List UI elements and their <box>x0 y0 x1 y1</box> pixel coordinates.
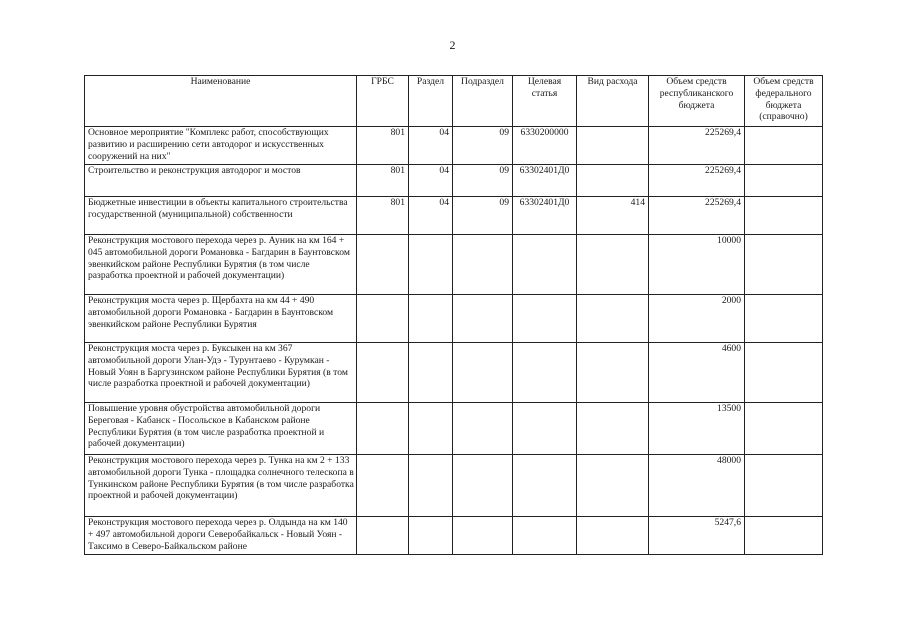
row-vid <box>577 343 649 403</box>
row-grbs <box>357 517 409 555</box>
row-name: Реконструкция моста через р. Щербахта на км 44 + 490 автомобильной дороги Романовка - Багдарин в Баунтовском эвенкийском районе Республики Бурятия <box>85 295 357 343</box>
page-number: 2 <box>449 38 456 52</box>
row-podrazdel <box>453 235 513 295</box>
table-row <box>85 455 823 517</box>
header-name: Наименование <box>85 76 357 127</box>
table-row <box>85 343 823 403</box>
row-vid <box>577 295 649 343</box>
row-fed <box>745 403 823 455</box>
row-statya <box>513 235 577 295</box>
row-fed <box>745 343 823 403</box>
row-podrazdel: 09 <box>453 165 513 197</box>
row-podrazdel: 09 <box>453 197 513 235</box>
row-podrazdel <box>453 295 513 343</box>
row-name: Реконструкция мостового перехода через р. Олдында на км 140 + 497 автомобильной дороги Северобайкальск - Новый Уоян - Таксимо в Северо-Байкальском районе <box>85 517 357 555</box>
header-podrazdel: Подраздел <box>453 76 513 127</box>
table-row <box>85 517 823 555</box>
row-name: Повышение уровня обустройства автомобильной дороги Береговая - Кабанск - Посольское в Кабанском районе Республики Бурятия (в том числе разработка проектной и рабочей документации) <box>85 403 357 455</box>
table-header-row <box>85 76 823 127</box>
row-grbs <box>357 343 409 403</box>
row-name: Реконструкция мостового перехода через р. Тунка на км 2 + 133 автомобильной дороги Тунка - площадка солнечного телескопа в Тункинском районе Республики Бурятия (в том числе разработка проектной и рабочей документации) <box>85 455 357 517</box>
row-fed <box>745 295 823 343</box>
row-razdel: 04 <box>409 127 453 165</box>
row-name: Бюджетные инвестиции в объекты капитального строительства государственной (муниципальной) собственности <box>85 197 357 235</box>
row-razdel <box>409 343 453 403</box>
header-grbs: ГРБС <box>357 76 409 127</box>
row-vid <box>577 127 649 165</box>
row-name: Реконструкция мостового перехода через р. Ауник на км 164 + 045 автомобильной дороги Романовка - Багдарин в Баунтовском эвенкийском районе Республики Бурятия (в том числе разработка проектной и рабочей документации) <box>85 235 357 295</box>
table-row <box>85 165 823 197</box>
row-razdel <box>409 295 453 343</box>
row-grbs <box>357 455 409 517</box>
row-razdel: 04 <box>409 197 453 235</box>
row-grbs: 801 <box>357 197 409 235</box>
row-fed <box>745 127 823 165</box>
row-podrazdel <box>453 455 513 517</box>
row-statya: 6330200000 <box>513 127 577 165</box>
row-fed <box>745 197 823 235</box>
row-grbs <box>357 403 409 455</box>
row-razdel <box>409 403 453 455</box>
row-name: Реконструкция моста через р. Буксыкен на км 367 автомобильной дороги Улан-Удэ - Турунтаево - Курумкан - Новый Уоян в Баргузинском районе Республики Бурятия (в том числе разработка проектной и рабочей документации) <box>85 343 357 403</box>
row-podrazdel <box>453 403 513 455</box>
row-razdel <box>409 455 453 517</box>
row-resp: 225269,4 <box>649 127 745 165</box>
row-fed <box>745 455 823 517</box>
row-resp: 48000 <box>649 455 745 517</box>
row-statya <box>513 403 577 455</box>
header-resp-budget: Объем средств республиканского бюджета <box>649 76 745 127</box>
row-fed <box>745 235 823 295</box>
row-resp: 5247,6 <box>649 517 745 555</box>
header-razdel: Раздел <box>409 76 453 127</box>
row-statya <box>513 295 577 343</box>
header-celevaya-statya: Целевая статья <box>513 76 577 127</box>
row-grbs <box>357 235 409 295</box>
row-vid <box>577 517 649 555</box>
row-resp: 225269,4 <box>649 197 745 235</box>
row-vid <box>577 165 649 197</box>
row-resp: 4600 <box>649 343 745 403</box>
row-razdel <box>409 517 453 555</box>
row-resp: 13500 <box>649 403 745 455</box>
table-row <box>85 295 823 343</box>
row-resp: 2000 <box>649 295 745 343</box>
table-row <box>85 235 823 295</box>
row-name: Строительство и реконструкция автодорог и мостов <box>85 165 357 197</box>
table-row <box>85 127 823 165</box>
header-fed-budget: Объем средств федерального бюджета (справочно) <box>745 76 823 127</box>
table-row <box>85 197 823 235</box>
row-resp: 10000 <box>649 235 745 295</box>
row-podrazdel <box>453 517 513 555</box>
row-resp: 225269,4 <box>649 165 745 197</box>
row-vid: 414 <box>577 197 649 235</box>
row-name: Основное мероприятие "Комплекс работ, способствующих развитию и расширению сети автодорог и искусственных сооружений на них" <box>85 127 357 165</box>
table-row <box>85 403 823 455</box>
header-vid-rashoda: Вид расхода <box>577 76 649 127</box>
row-statya <box>513 343 577 403</box>
row-fed <box>745 165 823 197</box>
row-podrazdel <box>453 343 513 403</box>
row-vid <box>577 403 649 455</box>
row-grbs: 801 <box>357 127 409 165</box>
row-grbs: 801 <box>357 165 409 197</box>
row-fed <box>745 517 823 555</box>
row-podrazdel: 09 <box>453 127 513 165</box>
row-statya <box>513 517 577 555</box>
row-razdel <box>409 235 453 295</box>
row-razdel: 04 <box>409 165 453 197</box>
row-statya: 63302401Д0 <box>513 165 577 197</box>
row-statya: 63302401Д0 <box>513 197 577 235</box>
row-statya <box>513 455 577 517</box>
row-grbs <box>357 295 409 343</box>
row-vid <box>577 455 649 517</box>
row-vid <box>577 235 649 295</box>
budget-table <box>84 75 823 555</box>
